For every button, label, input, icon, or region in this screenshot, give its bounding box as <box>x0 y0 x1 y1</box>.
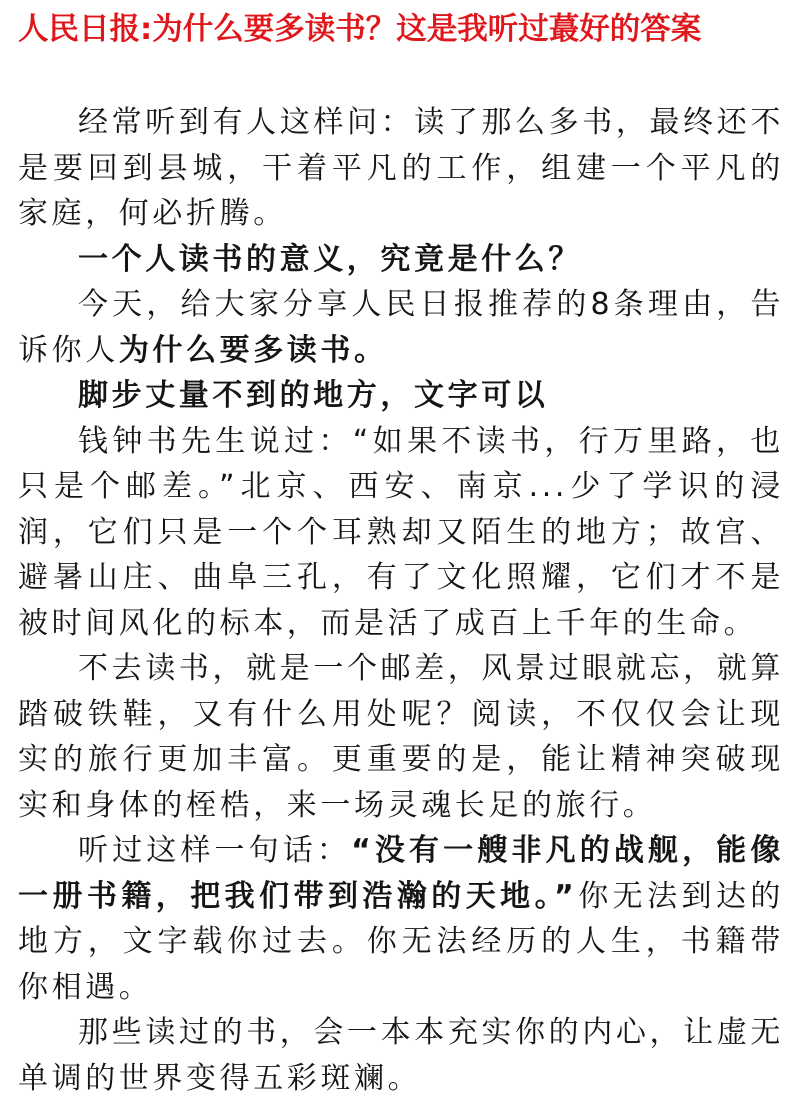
paragraph-question: 一个人读书的意义，究竟是什么？ <box>78 241 582 277</box>
article-title: 人民日报:为什么要多读书？这是我听过蕞好的答案 <box>18 12 702 47</box>
paragraph-closing: 那些读过的书，会一本本充实你的内心，让虚无单调的世界变得五彩斑斓。 <box>18 1015 784 1096</box>
paragraph-postman: 不去读书，就是一个邮差，风景过眼就忘，就算踏破铁鞋，又有什么用处呢？阅读，不仅仅会让现实的旅行更加丰富。更重要的是，能让精神突破现实和身体的桎梏，来一场灵魂长足的旅行。 <box>18 651 784 823</box>
paragraph-reasons <box>18 282 784 373</box>
paragraph-qian-zhongshu: 钱钟书先生说过：“如果不读书，行万里路，也只是个邮差。”北京、西安、南京...少了学识的浸润，它们只是一个个耳熟却又陌生的地方；故宫、避暑山庄、曲阜三孔，有了文化照耀，它们才不是被时间风化的标本，而是活了成百上千年的生命。 <box>18 423 784 641</box>
paragraph-quote <box>18 828 784 1010</box>
quote-after-text: 你无法到达的地方，文字载你过去。你无法经历的人生，书籍带你相遇。 <box>18 878 784 1005</box>
reasons-bold-text: 为什么要多读书。 <box>118 332 388 368</box>
article-body <box>18 100 784 1101</box>
quote-bold-text: “没有一艘非凡的战舰，能像一册书籍，把我们带到浩瀚的天地。” <box>18 833 784 914</box>
reasons-normal-text: 今天，给大家分享人民日报推荐的8条理由，告诉你人 <box>18 287 784 368</box>
quote-intro-text: 听过这样一句话： <box>78 833 352 868</box>
paragraph-intro: 经常听到有人这样问：读了那么多书，最终还不是要回到县城，干着平凡的工作，组建一个平凡的家庭，何必折腾。 <box>18 105 784 231</box>
section-heading-1: 脚步丈量不到的地方，文字可以 <box>78 378 549 413</box>
